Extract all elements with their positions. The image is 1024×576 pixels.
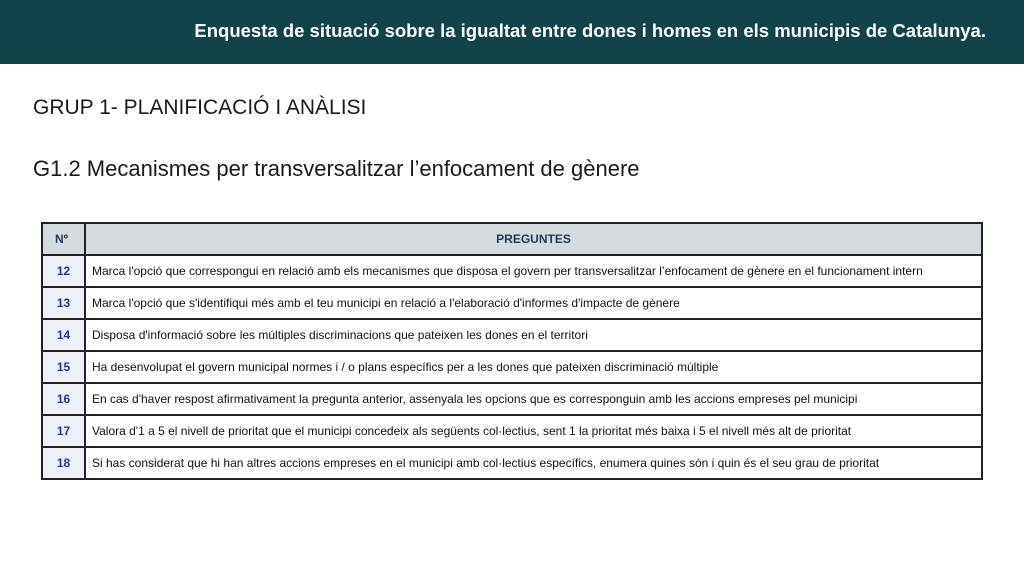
question-number: 17 (42, 415, 85, 447)
question-text: Ha desenvolupat el govern municipal normes i / o plans específics per a les dones que pateixen discriminació múltiple (85, 351, 982, 383)
question-number: 12 (42, 255, 85, 287)
question-text: En cas d'haver respost afirmativament la pregunta anterior, assenyala les opcions que es corresponguin amb les accions empreses pel municipi (85, 383, 982, 415)
table-row (42, 415, 982, 447)
question-number: 15 (42, 351, 85, 383)
question-text: Marca l'opció que s'identifiqui més amb el teu municipi en relació a l'elaboració d'informes d'impacte de gènere (85, 287, 982, 319)
table-row (42, 383, 982, 415)
table-row (42, 255, 982, 287)
table-row (42, 319, 982, 351)
question-number: 13 (42, 287, 85, 319)
question-number: 16 (42, 383, 85, 415)
table-header-row (42, 223, 982, 255)
question-number: 14 (42, 319, 85, 351)
question-text: Si has considerat que hi han altres accions empreses en el municipi amb col·lectius específics, enumera quines són i quin és el seu grau de prioritat (85, 447, 982, 479)
table-row (42, 287, 982, 319)
column-header-number: Nº (42, 223, 85, 255)
question-text: Disposa d'informació sobre les múltiples discriminacions que pateixen les dones en el territori (85, 319, 982, 351)
question-text: Marca l'opció que correspongui en relació amb els mecanismes que disposa el govern per transversalitzar l’enfocament de gènere en el funcionament intern (85, 255, 982, 287)
question-number: 18 (42, 447, 85, 479)
header-title: Enquesta de situació sobre la igualtat entre dones i homes en els municipis de Catalunya. (194, 20, 986, 41)
questions-table (41, 222, 983, 480)
table-row (42, 351, 982, 383)
table-row (42, 447, 982, 479)
column-header-questions: PREGUNTES (85, 223, 982, 255)
section-subtitle: G1.2 Mecanismes per transversalitzar l’enfocament de gènere (33, 156, 640, 181)
question-text: Valora d'1 a 5 el nivell de prioritat que el municipi concedeix als següents col·lectius, sent 1 la prioritat més baixa i 5 el nivell més alt de prioritat (85, 415, 982, 447)
group-title: GRUP 1- PLANIFICACIÓ I ANÀLISI (33, 96, 367, 119)
header-bar (0, 0, 1024, 64)
